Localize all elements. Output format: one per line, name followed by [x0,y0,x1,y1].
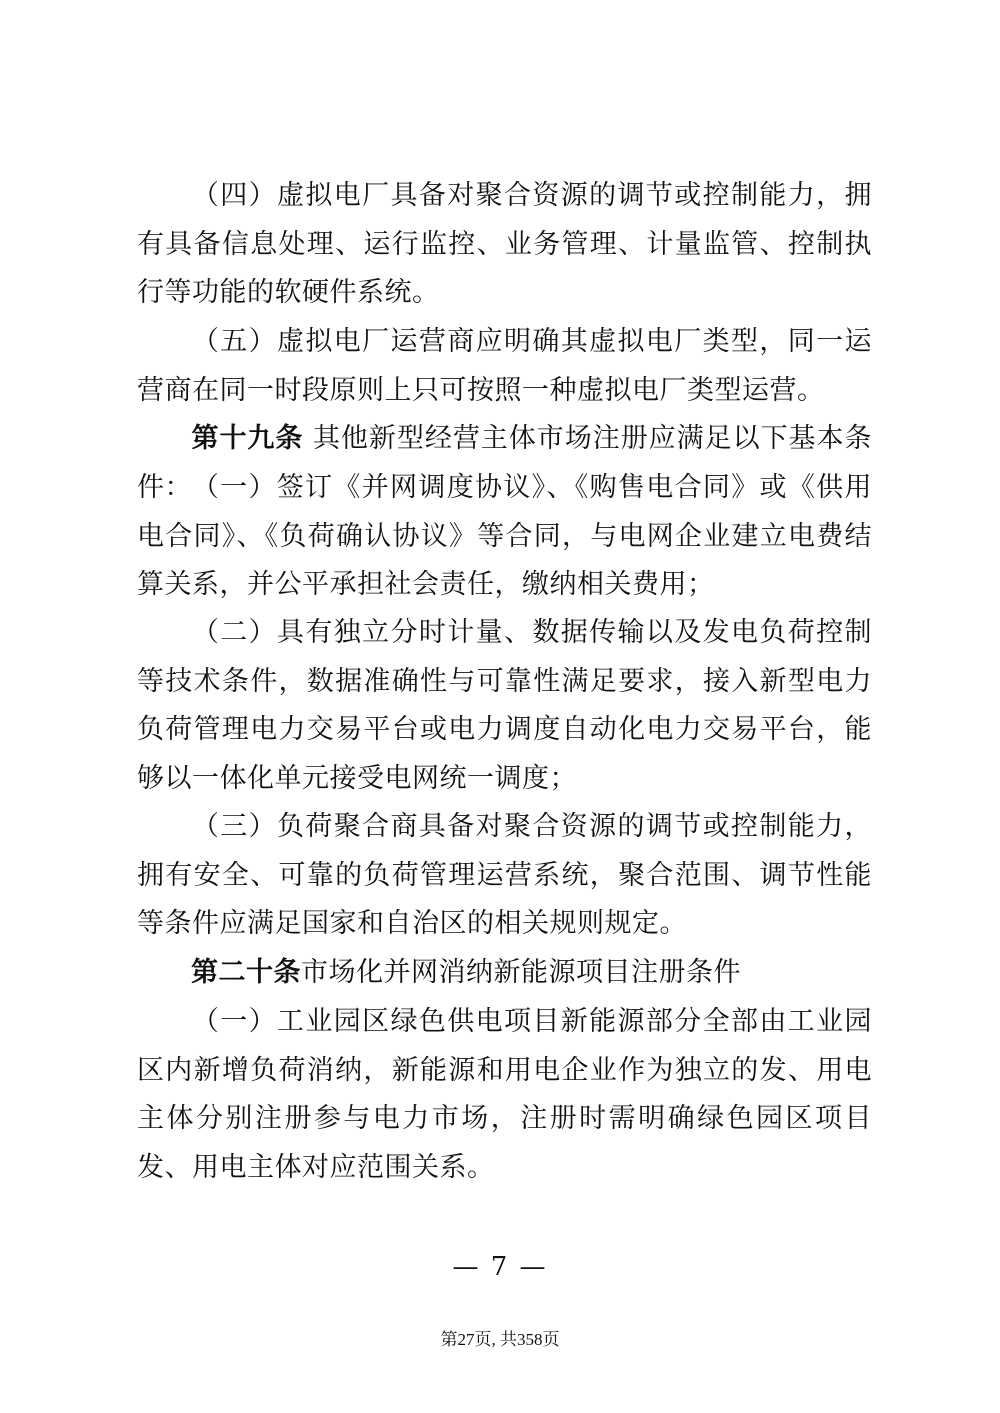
article-20 [137,949,872,998]
paragraph-text: （一）签订《并网调度协议》、《购售电合同》或《供用电合同》、《负荷确认协议》等合同，与电网企业建立电费结算关系，并公平承担社会责任，缴纳相关费用； [137,472,872,600]
paragraph-19-2 [137,609,872,803]
paragraph-text: （三）负荷聚合商具备对聚合资源的调节或控制能力，拥有安全、可靠的负荷管理运营系统，聚合范围、调节性能等条件应满足国家和自治区的相关规则规定。 [137,811,872,939]
paragraph-text: （五）虚拟电厂运营商应明确其虚拟电厂类型，同一运营商在同一时段原则上只可按照一种虚拟电厂类型运营。 [137,326,872,406]
paragraph-text: 市场化并网消纳新能源项目注册条件 [301,957,741,988]
paragraph-text: （四）虚拟电厂具备对聚合资源的调节或控制能力，拥有具备信息处理、运行监控、业务管理、计量监管、控制执行等功能的软硬件系统。 [137,180,872,308]
paragraph-20-1 [137,998,872,1192]
article-heading: 第二十条 [191,957,301,988]
paragraph-19-1 [137,464,872,610]
paragraph-text: （二）具有独立分时计量、数据传输以及发电负荷控制等技术条件，数据准确性与可靠性满足要求，接入新型电力负荷管理电力交易平台或电力调度自动化电力交易平台，能够以一体化单元接受电网统一调度； [137,617,872,794]
paragraph-5 [137,318,872,415]
paragraph-text: （一）工业园区绿色供电项目新能源部分全部由工业园区内新增负荷消纳，新能源和用电企业作为独立的发、用电主体分别注册参与电力市场，注册时需明确绿色园区项目发、用电主体对应范围关系。 [137,1006,872,1183]
paragraph-4 [137,172,872,318]
page-footer: 第27页, 共358页 [440,1330,560,1349]
paragraph-19-3 [137,803,872,949]
page-number: — 7 — [452,1252,548,1282]
paragraph-text: 其他新型经营主体市场注册应满足以下基本条件： [137,423,872,503]
article-heading: 第十九条 [191,423,304,454]
